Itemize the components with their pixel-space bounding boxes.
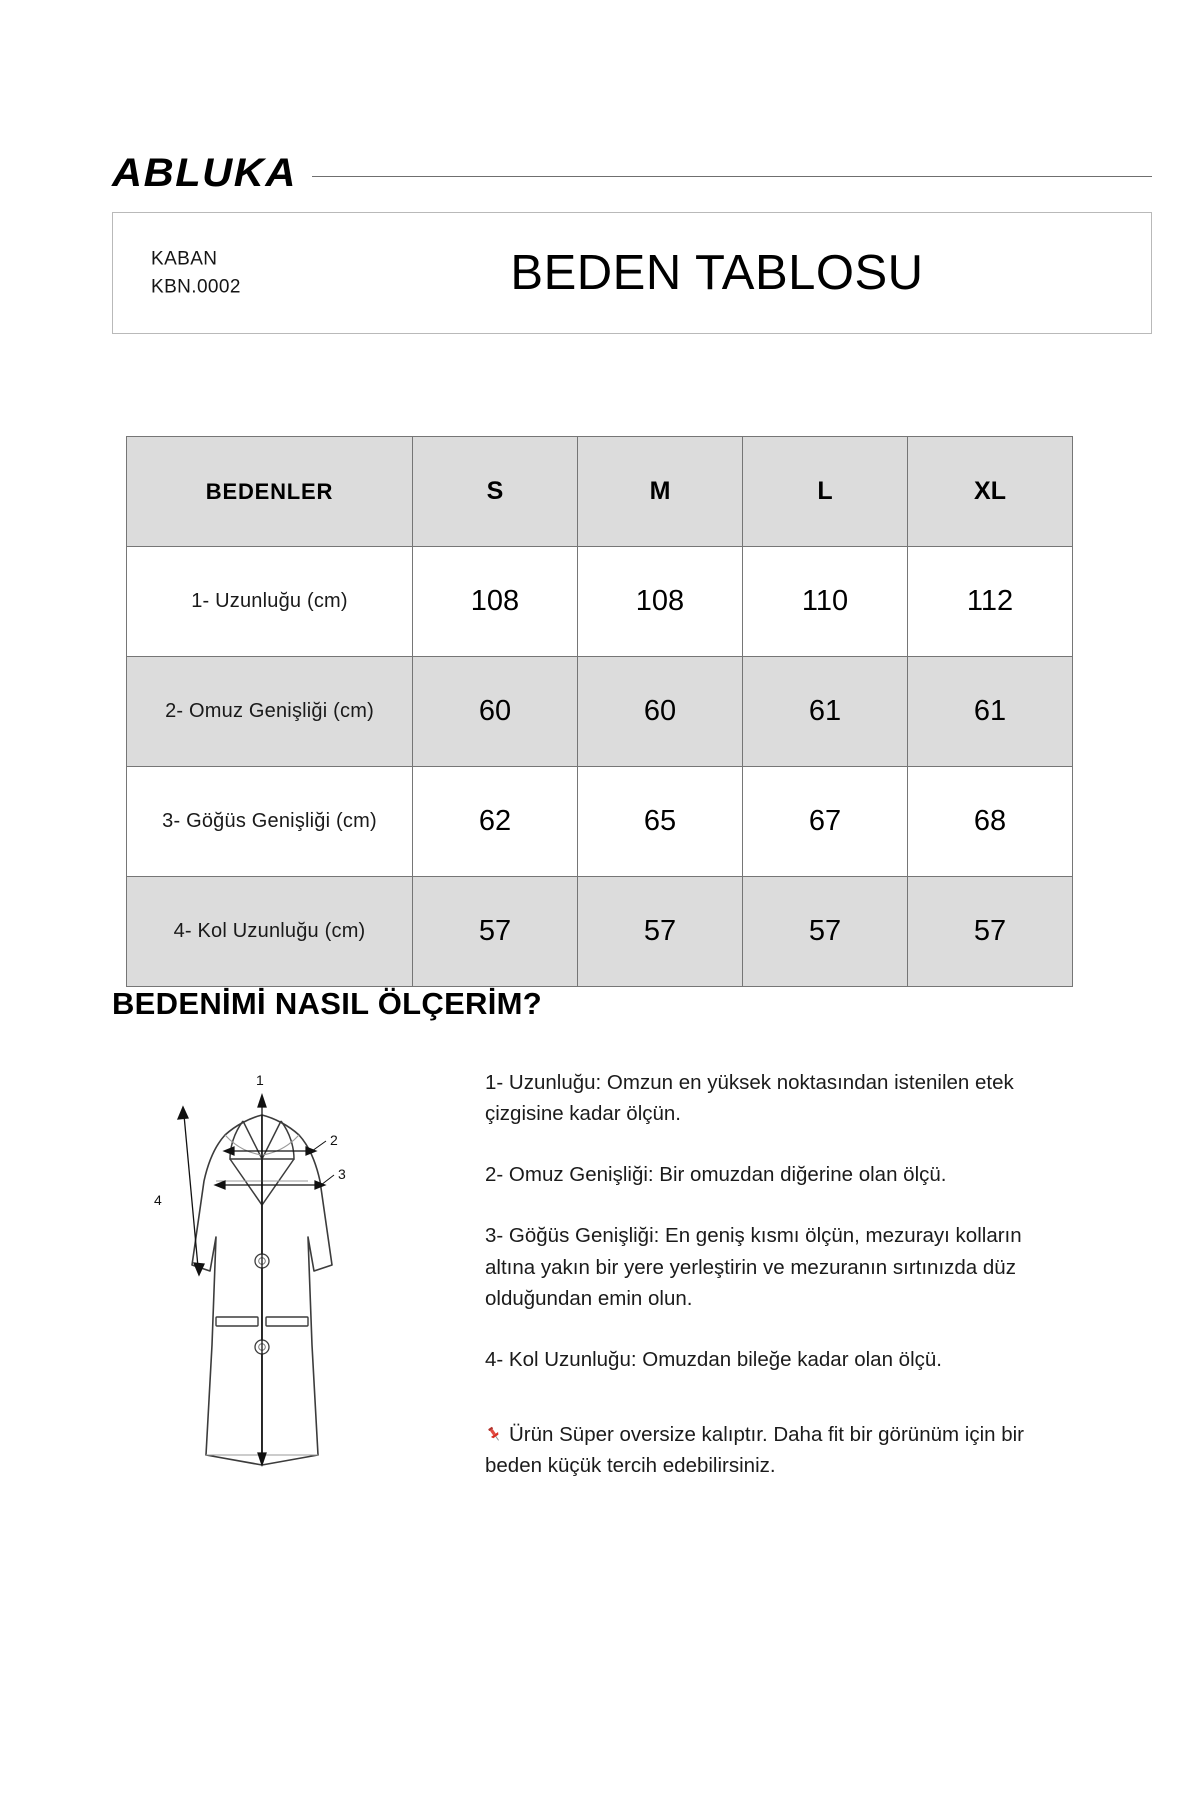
cell-gogus-xl: 68 xyxy=(908,767,1073,877)
cell-omuz-xl: 61 xyxy=(908,657,1073,767)
cell-kol-s: 57 xyxy=(413,877,578,987)
diagram-label-3: 3 xyxy=(338,1166,346,1182)
column-header-s: S xyxy=(413,437,578,547)
size-table xyxy=(126,436,1073,987)
cell-omuz-s: 60 xyxy=(413,657,578,767)
cell-gogus-s: 62 xyxy=(413,767,578,877)
size-table-head xyxy=(127,437,1073,547)
table-row xyxy=(127,767,1073,877)
cell-gogus-l: 67 xyxy=(743,767,908,877)
size-table-container xyxy=(126,436,1072,987)
cell-kol-xl: 57 xyxy=(908,877,1073,987)
size-table-body xyxy=(127,547,1073,987)
diagram-label-2: 2 xyxy=(330,1132,338,1148)
measurement-instructions xyxy=(485,1055,1152,1481)
cell-gogus-m: 65 xyxy=(578,767,743,877)
fit-note-text: Ürün Süper oversize kalıptır. Daha fit bir görünüm için bir beden küçük tercih edebilirsiniz. xyxy=(485,1423,1025,1478)
row-label-omuz-genisligi: 2- Omuz Genişliği (cm) xyxy=(127,657,413,767)
cell-uzunlugu-m: 108 xyxy=(578,547,743,657)
instruction-2: 2- Omuz Genişliği: Bir omuzdan diğerine olan ölçü. xyxy=(485,1163,947,1187)
measure-section-heading: BEDENİMİ NASIL ÖLÇERİM? xyxy=(112,986,543,1021)
product-name: KABAN xyxy=(151,248,218,270)
product-code: KBN.0002 xyxy=(151,276,241,297)
cell-uzunlugu-s: 108 xyxy=(413,547,578,657)
cell-uzunlugu-l: 110 xyxy=(743,547,908,657)
brand-divider-line xyxy=(312,176,1152,177)
page-title: BEDEN TABLOSU xyxy=(510,246,924,300)
cell-kol-l: 57 xyxy=(743,877,908,987)
instruction-4: 4- Kol Uzunluğu: Omuzdan bileğe kadar olan ölçü. xyxy=(485,1347,942,1371)
table-header-row xyxy=(127,437,1073,547)
cell-omuz-l: 61 xyxy=(743,657,908,767)
coat-illustration-svg xyxy=(112,1055,467,1575)
diagram-label-1: 1 xyxy=(256,1072,264,1088)
column-header-l: L xyxy=(743,437,908,547)
document-header-box xyxy=(112,212,1152,334)
row-label-kol-uzunlugu: 4- Kol Uzunluğu (cm) xyxy=(127,877,413,987)
coat-diagram xyxy=(112,1055,467,1575)
brand-header xyxy=(112,150,1152,196)
fit-note xyxy=(485,1419,1045,1481)
cell-uzunlugu-xl: 112 xyxy=(908,547,1073,657)
cell-omuz-m: 60 xyxy=(578,657,743,767)
table-row xyxy=(127,657,1073,767)
pushpin-icon xyxy=(485,1422,504,1441)
instruction-1: 1- Uzunluğu: Omzun en yüksek noktasından istenilen etek çizgisine kadar ölçün. xyxy=(485,1071,1014,1126)
column-header-xl: XL xyxy=(908,437,1073,547)
measure-section xyxy=(112,1055,1152,1575)
abluka-logo: ABLUKA xyxy=(112,151,297,195)
column-header-m: M xyxy=(578,437,743,547)
diagram-label-4: 4 xyxy=(154,1192,162,1208)
instruction-3: 3- Göğüs Genişliği: En geniş kısmı ölçün, mezurayı kolların altına yakın bir yere yerleştirin ve mezuranın sırtınızda düz olduğundan emin olun. xyxy=(485,1224,1022,1310)
table-row xyxy=(127,877,1073,987)
cell-kol-m: 57 xyxy=(578,877,743,987)
table-row xyxy=(127,547,1073,657)
row-label-gogus-genisligi: 3- Göğüs Genişliği (cm) xyxy=(127,767,413,877)
column-header-bedenler: BEDENLER xyxy=(127,437,413,547)
row-label-uzunlugu: 1- Uzunluğu (cm) xyxy=(127,547,413,657)
